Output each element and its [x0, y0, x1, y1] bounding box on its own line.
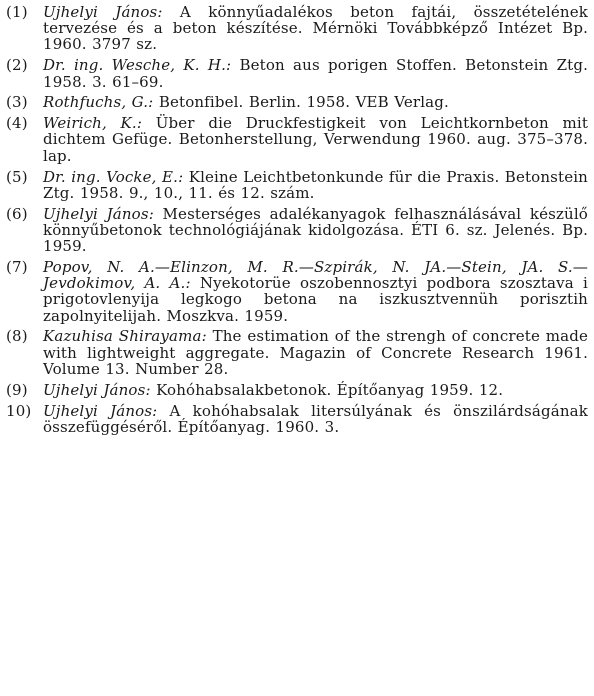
- reference-author: Ujhelyi János:: [43, 204, 163, 223]
- reference-number: (6): [6, 204, 28, 223]
- reference-text: The estimation of the strengh of concrete made with lightweight aggregate. Magazin of Concrete Research 1961. Volume 13. Number 28.: [43, 327, 588, 378]
- reference-text: Kohóhabsalakbetonok. Építőanyag 1959. 12.: [156, 380, 504, 399]
- reference-author: Weirich, K.:: [43, 114, 156, 133]
- reference-number: (4): [6, 114, 28, 133]
- reference-item: [6, 169, 588, 201]
- reference-text: Nyekotorüe oszobennosztyi podbora szosztava i prigotovlenyija legkogo betona na iszkusztvennüh porisztih zapolnyitelijah. Moszkva. 1959.: [43, 274, 588, 325]
- reference-number: (7): [6, 257, 28, 276]
- reference-number: 10): [6, 401, 32, 420]
- reference-text: Über die Druckfestigkeit von Leichtkornbeton mit dichtem Gefüge. Betonherstellung, Verwendung 1960. aug. 375–378. lap.: [43, 114, 588, 165]
- reference-item: [6, 328, 588, 377]
- reference-author: Rothfuchs, G.:: [43, 93, 159, 112]
- reference-author: Popov, N. A.—Elinzon, M. R.—Szpirák, N. JA.—Stein, JA. S.—Jevdokimov, A. A.:: [43, 257, 588, 293]
- reference-item: [6, 57, 588, 89]
- reference-text: Mesterséges adalékanyagok felhasználásával készülő könnyűbetonok technológiájának kidolgozása. ÉTI 6. sz. Jelenés. Bp. 1959.: [43, 204, 588, 256]
- reference-list: [6, 4, 588, 440]
- reference-author: Kazuhisa Shirayama:: [43, 327, 213, 346]
- reference-author: Ujhelyi János:: [43, 401, 170, 420]
- reference-item: [6, 4, 588, 53]
- reference-author: Dr. ing. Vocke, E.:: [43, 167, 189, 186]
- reference-item: [6, 115, 588, 164]
- reference-text: A könnyűadalékos beton fajtái, összetételének tervezése és a beton készítése. Mérnöki Továbbképző Intézet Bp. 1960. 3797 sz.: [43, 3, 588, 54]
- reference-number: (2): [6, 56, 28, 75]
- reference-text: A kohóhabsalak litersúlyának és önszilárdságának összefüggéséről. Építőanyag. 1960. 3.: [43, 401, 588, 436]
- reference-item: [6, 94, 588, 110]
- reference-author: Ujhelyi János:: [43, 380, 157, 399]
- reference-item: [6, 382, 588, 398]
- reference-item: [6, 259, 588, 324]
- reference-author: Ujhelyi János:: [43, 3, 180, 21]
- reference-number: (1): [6, 3, 28, 21]
- reference-author: Dr. ing. Wesche, K. H.:: [43, 56, 240, 75]
- reference-item: [6, 206, 588, 255]
- reference-number: (8): [6, 327, 28, 346]
- reference-number: (5): [6, 167, 28, 186]
- reference-text: Beton aus porigen Stoffen. Betonstein Ztg. 1958. 3. 61–69.: [43, 56, 588, 91]
- reference-number: (3): [6, 93, 28, 112]
- reference-text: Kleine Leichtbetonkunde für die Praxis. Betonstein Ztg. 1958. 9., 10., 11. és 12. szám.: [43, 167, 588, 202]
- reference-item: [6, 403, 588, 435]
- reference-number: (9): [6, 380, 28, 399]
- reference-text: Betonfibel. Berlin. 1958. VEB Verlag.: [158, 93, 449, 112]
